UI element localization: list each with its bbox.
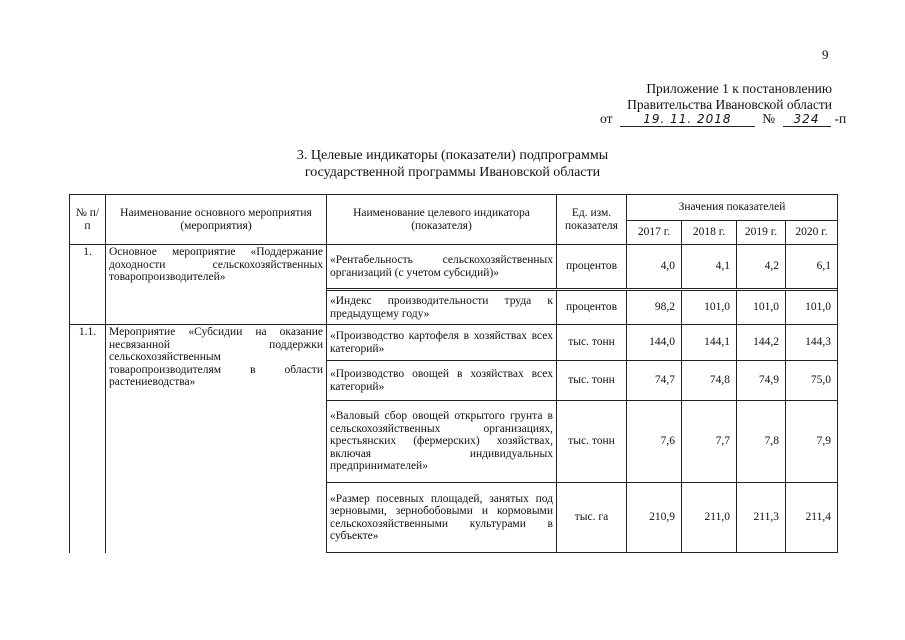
value-cell: 101,0: [682, 291, 737, 325]
appendix-line-2: Правительства Ивановской области: [627, 97, 832, 112]
unit-cell: тыс. тонн: [557, 325, 627, 361]
value-cell: 144,0: [627, 325, 682, 361]
value-cell: 210,9: [627, 483, 682, 553]
table-row: [70, 325, 838, 361]
activity-name: Основное мероприятие «Поддержание доходности сельскохозяйственных товаропроизводителей»: [106, 245, 327, 325]
value-cell: 7,8: [737, 401, 786, 483]
value-cell: 4,1: [682, 245, 737, 289]
header-unit: Ед. изм. показателя: [557, 195, 627, 245]
indicator-name: «Размер посевных площадей, занятых под зерновыми, зернобобовыми и кормовыми сельскохозяйственными культурами в субъекте»: [327, 483, 557, 553]
value-cell: 98,2: [627, 291, 682, 325]
appendix-date-line: [600, 111, 846, 127]
value-cell: 74,8: [682, 361, 737, 401]
value-cell: 211,4: [786, 483, 838, 553]
value-cell: 6,1: [786, 245, 838, 289]
indicator-name: «Производство овощей в хозяйствах всех категорий»: [327, 361, 557, 401]
row-number: 1.: [70, 245, 106, 325]
value-cell: 101,0: [737, 291, 786, 325]
header-values: Значения показателей: [627, 195, 838, 221]
table-row: [70, 245, 838, 289]
page-number: 9: [822, 47, 829, 62]
value-cell: 101,0: [786, 291, 838, 325]
indicator-name: «Валовый сбор овощей открытого грунта в сельскохозяйственных организациях, крестьянских (фермерских) хозяйствах, включая индивидуальных предпринимателей»: [327, 401, 557, 483]
number-suffix: -п: [834, 111, 847, 126]
unit-cell: тыс. га: [557, 483, 627, 553]
unit-cell: тыс. тонн: [557, 361, 627, 401]
appendix-line-1: Приложение 1 к постановлению: [646, 81, 832, 96]
indicator-name: «Рентабельность сельскохозяйственных организаций (с учетом субсидий)»: [327, 245, 557, 289]
header-num: № п/п: [70, 195, 106, 245]
indicator-name: «Производство картофеля в хозяйствах всех категорий»: [327, 325, 557, 361]
handwritten-number: 324: [783, 112, 831, 127]
header-year: 2019 г.: [737, 221, 786, 245]
value-cell: 144,2: [737, 325, 786, 361]
value-cell: 75,0: [786, 361, 838, 401]
value-cell: 211,3: [737, 483, 786, 553]
value-cell: 144,3: [786, 325, 838, 361]
value-cell: 74,9: [737, 361, 786, 401]
indicator-name: «Индекс производительности труда к предыдущему году»: [327, 291, 557, 325]
value-cell: 211,0: [682, 483, 737, 553]
header-year: 2018 г.: [682, 221, 737, 245]
unit-cell: процентов: [557, 291, 627, 325]
value-cell: 4,0: [627, 245, 682, 289]
handwritten-date: 19. 11. 2018: [620, 112, 755, 127]
value-cell: 7,6: [627, 401, 682, 483]
row-number: 1.1.: [70, 325, 106, 553]
from-label: от: [600, 111, 613, 126]
value-cell: 144,1: [682, 325, 737, 361]
header-year: 2020 г.: [786, 221, 838, 245]
value-cell: 74,7: [627, 361, 682, 401]
header-indicator: Наименование целевого индикатора (показателя): [327, 195, 557, 245]
value-cell: 7,7: [682, 401, 737, 483]
header-year: 2017 г.: [627, 221, 682, 245]
section-title-line-2: государственной программы Ивановской области: [304, 165, 601, 180]
value-cell: 4,2: [737, 245, 786, 289]
header-activity: Наименование основного мероприятия (мероприятия): [106, 195, 327, 245]
activity-name: Мероприятие «Субсидии на оказание несвязанной поддержки сельскохозяйственным товаропроизводителям в области растениеводства»: [106, 325, 327, 553]
section-title-line-1: 3. Целевые индикаторы (показатели) подпрограммы: [296, 148, 609, 163]
unit-cell: тыс. тонн: [557, 401, 627, 483]
indicators-table: [69, 194, 838, 553]
value-cell: 7,9: [786, 401, 838, 483]
section-title: [200, 147, 705, 181]
appendix-header: [627, 81, 832, 113]
unit-cell: процентов: [557, 245, 627, 289]
number-label: №: [762, 111, 776, 126]
